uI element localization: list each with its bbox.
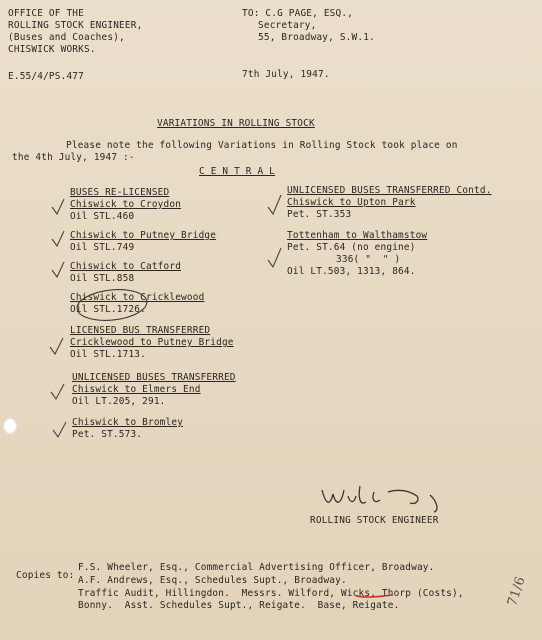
tick-mark bbox=[268, 195, 281, 214]
vehicle-detail: Pet. ST.573. bbox=[72, 429, 143, 440]
route: Chiswick to Elmers End bbox=[72, 384, 201, 395]
vehicle-detail: Oil LT.205, 291. bbox=[72, 396, 166, 407]
tick-mark bbox=[52, 199, 64, 214]
copies-label: Copies to: bbox=[16, 570, 75, 581]
to-line-2: Secretary, bbox=[258, 20, 317, 31]
route: Chiswick to Cricklewood bbox=[70, 292, 205, 303]
route: Chiswick to Catford bbox=[70, 261, 182, 272]
tick-mark bbox=[53, 422, 66, 437]
tick-mark bbox=[268, 248, 281, 267]
reference-number: E.55/4/PS.477 bbox=[8, 71, 84, 82]
route: Chiswick to Bromley bbox=[72, 417, 184, 428]
tick-mark bbox=[51, 384, 64, 399]
vehicle-detail: Pet. ST.353 bbox=[287, 209, 352, 220]
route: Tottenham to Walthamstow bbox=[287, 230, 428, 241]
section-heading: BUSES RE-LICENSED bbox=[70, 187, 170, 198]
vehicle-detail: Oil STL.858 bbox=[70, 273, 135, 284]
copies-line-1: F.S. Wheeler, Esq., Commercial Advertising Officer, Broadway. bbox=[78, 562, 435, 573]
pencil-annotation: 71/6 bbox=[505, 574, 529, 609]
vehicle-detail: Oil LT.503, 1313, 864. bbox=[287, 266, 416, 277]
route: Chiswick to Putney Bridge bbox=[70, 230, 217, 241]
vehicle-detail: Oil STL.460 bbox=[70, 211, 135, 222]
route: Cricklewood to Putney Bridge bbox=[70, 337, 234, 348]
office-line-2: ROLLING STOCK ENGINEER, bbox=[8, 20, 143, 31]
region-heading: C E N T R A L bbox=[199, 166, 275, 177]
office-line-3: (Buses and Coaches), bbox=[8, 32, 125, 43]
vehicle-detail: 336( " " ) bbox=[336, 254, 401, 265]
punch-hole bbox=[3, 418, 17, 434]
section-heading: UNLICENSED BUSES TRANSFERRED bbox=[72, 372, 236, 383]
signature bbox=[322, 486, 437, 512]
copies-line-4: Bonny. Asst. Schedules Supt., Reigate. Base, Reigate. bbox=[78, 600, 400, 611]
signature-title: ROLLING STOCK ENGINEER bbox=[310, 515, 439, 526]
vehicle-detail: Oil STL.749 bbox=[70, 242, 135, 253]
memo-date: 7th July, 1947. bbox=[242, 69, 330, 80]
copies-line-3: Traffic Audit, Hillingdon. Messrs. Wilford, Wicks, Thorp (Costs), bbox=[78, 588, 464, 599]
route: Chiswick to Upton Park bbox=[287, 197, 416, 208]
section-heading: LICENSED BUS TRANSFERRED bbox=[70, 325, 211, 336]
route: Chiswick to Croydon bbox=[70, 199, 182, 210]
memo-title: VARIATIONS IN ROLLING STOCK bbox=[157, 118, 315, 129]
copies-line-2: A.F. Andrews, Esq., Schedules Supt., Broadway. bbox=[78, 575, 347, 586]
intro-line-1: Please note the following Variations in Rolling Stock took place on bbox=[66, 140, 458, 151]
to-line-1: TO: C.G PAGE, ESQ., bbox=[242, 8, 354, 19]
tick-mark bbox=[52, 262, 64, 277]
vehicle-detail: Oil STL.1726. bbox=[70, 304, 146, 315]
vehicle-detail: Pet. ST.64 (no engine) bbox=[287, 242, 416, 253]
tick-mark bbox=[50, 338, 63, 354]
vehicle-detail: Oil STL.1713. bbox=[70, 349, 146, 360]
section-heading: UNLICENSED BUSES TRANSFERRED Contd. bbox=[287, 185, 492, 196]
office-line-4: CHISWICK WORKS. bbox=[8, 44, 96, 55]
intro-line-2: the 4th July, 1947 :- bbox=[12, 152, 135, 163]
office-line-1: OFFICE OF THE bbox=[8, 8, 84, 19]
tick-mark bbox=[52, 231, 64, 246]
to-line-3: 55, Broadway, S.W.1. bbox=[258, 32, 375, 43]
